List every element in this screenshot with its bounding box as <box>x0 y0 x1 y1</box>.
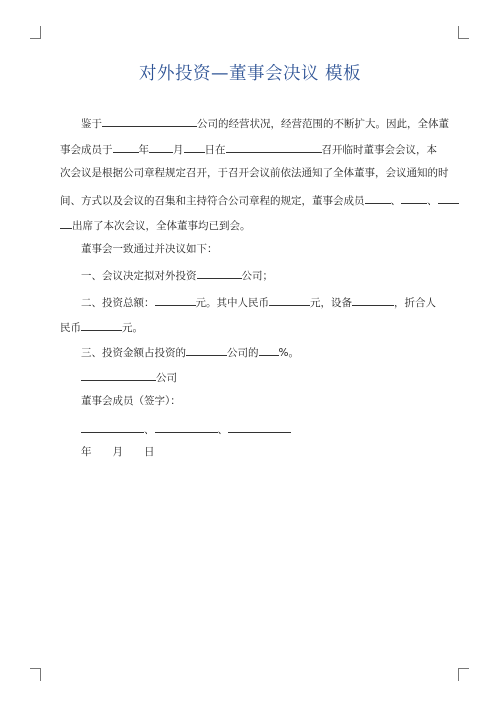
member-blank-1[interactable] <box>365 192 391 204</box>
target-company-blank[interactable] <box>197 267 242 279</box>
date-line: 年 月 日 <box>81 446 155 458</box>
equipment-blank[interactable] <box>352 294 394 306</box>
resolution-item-1: 一、会议决定拟对外投资 公司； <box>60 267 450 283</box>
crop-mark-bottom-left <box>30 668 41 681</box>
resolution-item-2: 二、投资总额： 元。其中人民币 元，设备 ，折合人 <box>60 294 450 310</box>
signature-blank-3[interactable] <box>228 421 291 433</box>
member-blank-3b[interactable] <box>60 217 72 229</box>
paragraph-line-4: 间、方式以及会议的召集和主持符合公司章程的规定，董事会成员 、 、 <box>60 192 450 208</box>
paragraph-line-1: 鉴于 公司的经营状况，经营范围的不断扩大。因此，全体董 <box>60 115 450 131</box>
rmb-amount-blank[interactable] <box>269 294 310 306</box>
resolution-item-2-cont: 民币 元。 <box>60 319 450 335</box>
equipment-rmb-blank[interactable] <box>81 319 122 331</box>
paragraph-line-5: 出席了本次会议，全体董事均已到会。 <box>60 217 450 233</box>
document-title: 对外投资—董事会决议 模板 <box>138 64 362 84</box>
paragraph-line-2: 事会成员于 年 月 日在 召开临时董事会会议，本 <box>60 141 450 157</box>
signers-label: 董事会成员（签字）： <box>81 395 181 407</box>
signature-blank-1[interactable] <box>81 421 144 433</box>
day-blank[interactable] <box>184 141 205 153</box>
signature-blank-2[interactable] <box>155 421 218 433</box>
year-blank[interactable] <box>113 141 139 153</box>
month-blank[interactable] <box>149 141 173 153</box>
resolution-intro: 董事会一致通过并决议如下： <box>81 243 218 255</box>
member-blank-2[interactable] <box>401 192 427 204</box>
total-amount-blank[interactable] <box>155 294 196 306</box>
resolution-item-3: 三、投资金额占投资的 公司的 %。 <box>60 344 450 360</box>
paragraph-line-3: 次会议是根据公司章程规定召开，于召开会议前依法通知了全体董事，会议通知的时 <box>60 167 449 179</box>
company-signature-line: 公司 <box>60 369 450 385</box>
company-name-blank[interactable] <box>102 115 197 127</box>
crop-mark-top-right <box>458 26 469 39</box>
invested-company-blank[interactable] <box>186 344 227 356</box>
company-name-sign-blank[interactable] <box>81 369 156 381</box>
percentage-blank[interactable] <box>259 344 279 356</box>
crop-mark-bottom-right <box>458 668 469 681</box>
crop-mark-top-left <box>30 26 41 39</box>
location-blank[interactable] <box>226 141 322 153</box>
signature-blanks: 、 、 <box>60 421 450 437</box>
member-blank-3a[interactable] <box>438 192 459 204</box>
